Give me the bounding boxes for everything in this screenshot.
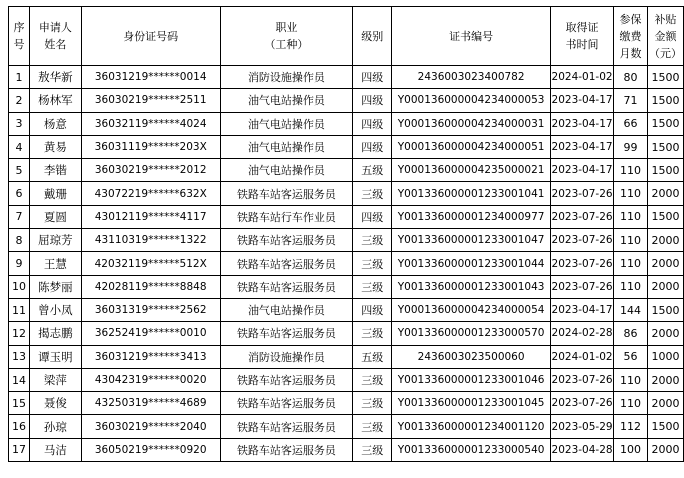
cell-certificate-number: Y000136000004234000053 bbox=[392, 89, 551, 112]
cell-level: 四级 bbox=[353, 135, 392, 158]
cell-level: 三级 bbox=[353, 275, 392, 298]
table-row bbox=[9, 135, 684, 158]
cell-certificate-date: 2023-07-26 bbox=[551, 368, 614, 391]
table-row bbox=[9, 322, 684, 345]
cell-certificate-number: 2436003023500060 bbox=[392, 345, 551, 368]
cell-id-number: 36031319******2562 bbox=[81, 298, 220, 321]
cell-occupation: 铁路车站客运服务员 bbox=[220, 438, 353, 461]
table-row bbox=[9, 392, 684, 415]
cell-certificate-number: Y000136000004234000051 bbox=[392, 135, 551, 158]
header-seq: 序 号 bbox=[9, 7, 30, 66]
cell-certificate-date: 2024-01-02 bbox=[551, 345, 614, 368]
cell-level: 四级 bbox=[353, 298, 392, 321]
cell-name: 马洁 bbox=[29, 438, 81, 461]
cell-level: 三级 bbox=[353, 322, 392, 345]
header-date: 取得证 书时间 bbox=[551, 7, 614, 66]
cell-id-number: 42032119******512X bbox=[81, 252, 220, 275]
cell-certificate-date: 2023-07-26 bbox=[551, 205, 614, 228]
cell-occupation: 油气电站操作员 bbox=[220, 298, 353, 321]
cell-subsidy-amount: 1500 bbox=[647, 89, 683, 112]
cell-certificate-number: Y001336000001233001047 bbox=[392, 229, 551, 252]
cell-subsidy-amount: 1500 bbox=[647, 112, 683, 135]
cell-insured-months: 80 bbox=[614, 66, 648, 89]
header-row bbox=[9, 7, 684, 66]
cell-name: 曾小凤 bbox=[29, 298, 81, 321]
header-cert: 证书编号 bbox=[392, 7, 551, 66]
cell-occupation: 铁路车站客运服务员 bbox=[220, 392, 353, 415]
cell-occupation: 消防设施操作员 bbox=[220, 66, 353, 89]
cell-occupation: 铁路车站客运服务员 bbox=[220, 368, 353, 391]
cell-occupation: 铁路车站行车作业员 bbox=[220, 205, 353, 228]
cell-certificate-date: 2023-07-26 bbox=[551, 275, 614, 298]
cell-level: 三级 bbox=[353, 368, 392, 391]
cell-id-number: 43072219******632X bbox=[81, 182, 220, 205]
cell-insured-months: 110 bbox=[614, 392, 648, 415]
cell-certificate-date: 2023-07-26 bbox=[551, 229, 614, 252]
cell-certificate-number: Y001336000001234000977 bbox=[392, 205, 551, 228]
cell-seq: 17 bbox=[9, 438, 30, 461]
header-id: 身份证号码 bbox=[81, 7, 220, 66]
cell-subsidy-amount: 1500 bbox=[647, 205, 683, 228]
cell-occupation: 油气电站操作员 bbox=[220, 159, 353, 182]
cell-insured-months: 110 bbox=[614, 229, 648, 252]
cell-certificate-number: Y000136000004234000054 bbox=[392, 298, 551, 321]
cell-certificate-number: Y001336000001233001045 bbox=[392, 392, 551, 415]
cell-name: 戴珊 bbox=[29, 182, 81, 205]
cell-name: 屈琼芳 bbox=[29, 229, 81, 252]
cell-certificate-number: 2436003023400782 bbox=[392, 66, 551, 89]
cell-occupation: 铁路车站客运服务员 bbox=[220, 322, 353, 345]
cell-level: 四级 bbox=[353, 112, 392, 135]
cell-certificate-number: Y001336000001233001046 bbox=[392, 368, 551, 391]
cell-seq: 10 bbox=[9, 275, 30, 298]
cell-certificate-number: Y000136000004235000021 bbox=[392, 159, 551, 182]
cell-level: 三级 bbox=[353, 182, 392, 205]
cell-seq: 16 bbox=[9, 415, 30, 438]
cell-certificate-date: 2023-04-17 bbox=[551, 159, 614, 182]
cell-insured-months: 110 bbox=[614, 275, 648, 298]
cell-subsidy-amount: 2000 bbox=[647, 438, 683, 461]
header-amount: 补贴 金额 （元） bbox=[647, 7, 683, 66]
cell-seq: 11 bbox=[9, 298, 30, 321]
cell-level: 四级 bbox=[353, 66, 392, 89]
cell-seq: 13 bbox=[9, 345, 30, 368]
cell-subsidy-amount: 2000 bbox=[647, 368, 683, 391]
cell-id-number: 42028119******8848 bbox=[81, 275, 220, 298]
table-row bbox=[9, 89, 684, 112]
cell-certificate-number: Y000136000004234000031 bbox=[392, 112, 551, 135]
cell-name: 聂俊 bbox=[29, 392, 81, 415]
cell-level: 三级 bbox=[353, 229, 392, 252]
cell-subsidy-amount: 1500 bbox=[647, 135, 683, 158]
cell-insured-months: 144 bbox=[614, 298, 648, 321]
cell-occupation: 油气电站操作员 bbox=[220, 89, 353, 112]
table-row bbox=[9, 112, 684, 135]
cell-name: 梁萍 bbox=[29, 368, 81, 391]
cell-subsidy-amount: 2000 bbox=[647, 182, 683, 205]
cell-name: 揭志鹏 bbox=[29, 322, 81, 345]
cell-level: 五级 bbox=[353, 345, 392, 368]
cell-subsidy-amount: 1000 bbox=[647, 345, 683, 368]
table-row bbox=[9, 182, 684, 205]
cell-certificate-date: 2023-07-26 bbox=[551, 252, 614, 275]
cell-insured-months: 100 bbox=[614, 438, 648, 461]
cell-id-number: 36031119******203X bbox=[81, 135, 220, 158]
cell-seq: 9 bbox=[9, 252, 30, 275]
cell-seq: 15 bbox=[9, 392, 30, 415]
table-row bbox=[9, 66, 684, 89]
cell-occupation: 铁路车站客运服务员 bbox=[220, 275, 353, 298]
table-row bbox=[9, 438, 684, 461]
cell-name: 李锴 bbox=[29, 159, 81, 182]
cell-name: 敖华新 bbox=[29, 66, 81, 89]
header-job: 职业 （工种） bbox=[220, 7, 353, 66]
cell-seq: 7 bbox=[9, 205, 30, 228]
table-row bbox=[9, 205, 684, 228]
cell-subsidy-amount: 1500 bbox=[647, 66, 683, 89]
cell-level: 四级 bbox=[353, 205, 392, 228]
cell-insured-months: 71 bbox=[614, 89, 648, 112]
table-row bbox=[9, 229, 684, 252]
cell-subsidy-amount: 1500 bbox=[647, 415, 683, 438]
cell-level: 三级 bbox=[353, 415, 392, 438]
cell-occupation: 铁路车站客运服务员 bbox=[220, 229, 353, 252]
cell-certificate-number: Y001336000001233000540 bbox=[392, 438, 551, 461]
cell-certificate-date: 2024-01-02 bbox=[551, 66, 614, 89]
table-row bbox=[9, 252, 684, 275]
cell-certificate-date: 2023-04-17 bbox=[551, 135, 614, 158]
cell-insured-months: 66 bbox=[614, 112, 648, 135]
header-months: 参保 缴费 月数 bbox=[614, 7, 648, 66]
cell-seq: 2 bbox=[9, 89, 30, 112]
cell-id-number: 43042319******0020 bbox=[81, 368, 220, 391]
cell-name: 孙琼 bbox=[29, 415, 81, 438]
cell-insured-months: 110 bbox=[614, 368, 648, 391]
cell-seq: 6 bbox=[9, 182, 30, 205]
cell-insured-months: 110 bbox=[614, 182, 648, 205]
cell-level: 三级 bbox=[353, 392, 392, 415]
cell-name: 夏圆 bbox=[29, 205, 81, 228]
header-level: 级别 bbox=[353, 7, 392, 66]
cell-id-number: 36032119******4024 bbox=[81, 112, 220, 135]
cell-id-number: 43250319******4689 bbox=[81, 392, 220, 415]
cell-subsidy-amount: 1500 bbox=[647, 298, 683, 321]
cell-name: 黄易 bbox=[29, 135, 81, 158]
cell-id-number: 36030219******2040 bbox=[81, 415, 220, 438]
cell-insured-months: 110 bbox=[614, 252, 648, 275]
cell-name: 杨林军 bbox=[29, 89, 81, 112]
cell-certificate-date: 2023-05-29 bbox=[551, 415, 614, 438]
cell-id-number: 36031219******3413 bbox=[81, 345, 220, 368]
cell-name: 谭玉明 bbox=[29, 345, 81, 368]
cell-certificate-number: Y001336000001233001044 bbox=[392, 252, 551, 275]
cell-seq: 4 bbox=[9, 135, 30, 158]
cell-certificate-date: 2023-04-17 bbox=[551, 112, 614, 135]
table-row bbox=[9, 415, 684, 438]
cell-id-number: 36030219******2012 bbox=[81, 159, 220, 182]
cell-insured-months: 86 bbox=[614, 322, 648, 345]
cell-name: 王慧 bbox=[29, 252, 81, 275]
cell-id-number: 43012119******4117 bbox=[81, 205, 220, 228]
cell-certificate-number: Y001336000001233000570 bbox=[392, 322, 551, 345]
cell-subsidy-amount: 2000 bbox=[647, 392, 683, 415]
cell-occupation: 铁路车站客运服务员 bbox=[220, 252, 353, 275]
cell-certificate-date: 2023-04-17 bbox=[551, 89, 614, 112]
cell-certificate-number: Y001336000001233001041 bbox=[392, 182, 551, 205]
cell-level: 三级 bbox=[353, 438, 392, 461]
cell-certificate-date: 2023-04-28 bbox=[551, 438, 614, 461]
cell-certificate-number: Y001336000001234001120 bbox=[392, 415, 551, 438]
cell-subsidy-amount: 2000 bbox=[647, 229, 683, 252]
cell-occupation: 油气电站操作员 bbox=[220, 135, 353, 158]
cell-certificate-date: 2024-02-28 bbox=[551, 322, 614, 345]
table-row bbox=[9, 345, 684, 368]
cell-certificate-number: Y001336000001233001043 bbox=[392, 275, 551, 298]
cell-name: 陈梦丽 bbox=[29, 275, 81, 298]
cell-certificate-date: 2023-07-26 bbox=[551, 392, 614, 415]
cell-occupation: 铁路车站客运服务员 bbox=[220, 182, 353, 205]
cell-seq: 5 bbox=[9, 159, 30, 182]
cell-insured-months: 110 bbox=[614, 159, 648, 182]
subsidy-table-container bbox=[8, 6, 684, 462]
table-row bbox=[9, 298, 684, 321]
cell-certificate-date: 2023-07-26 bbox=[551, 182, 614, 205]
cell-seq: 12 bbox=[9, 322, 30, 345]
cell-certificate-date: 2023-04-17 bbox=[551, 298, 614, 321]
cell-seq: 14 bbox=[9, 368, 30, 391]
cell-insured-months: 112 bbox=[614, 415, 648, 438]
cell-seq: 3 bbox=[9, 112, 30, 135]
cell-insured-months: 99 bbox=[614, 135, 648, 158]
cell-insured-months: 110 bbox=[614, 205, 648, 228]
table-row bbox=[9, 159, 684, 182]
table-row bbox=[9, 275, 684, 298]
cell-insured-months: 56 bbox=[614, 345, 648, 368]
cell-seq: 1 bbox=[9, 66, 30, 89]
cell-level: 五级 bbox=[353, 159, 392, 182]
cell-id-number: 36252419******0010 bbox=[81, 322, 220, 345]
cell-subsidy-amount: 1500 bbox=[647, 159, 683, 182]
subsidy-table bbox=[8, 6, 684, 462]
cell-occupation: 铁路车站客运服务员 bbox=[220, 415, 353, 438]
cell-occupation: 消防设施操作员 bbox=[220, 345, 353, 368]
cell-level: 四级 bbox=[353, 89, 392, 112]
cell-subsidy-amount: 2000 bbox=[647, 275, 683, 298]
cell-id-number: 43110319******1322 bbox=[81, 229, 220, 252]
cell-id-number: 36030219******2511 bbox=[81, 89, 220, 112]
cell-id-number: 36031219******0014 bbox=[81, 66, 220, 89]
cell-level: 三级 bbox=[353, 252, 392, 275]
table-row bbox=[9, 368, 684, 391]
cell-occupation: 油气电站操作员 bbox=[220, 112, 353, 135]
cell-subsidy-amount: 2000 bbox=[647, 252, 683, 275]
header-name: 申请人 姓名 bbox=[29, 7, 81, 66]
cell-subsidy-amount: 2000 bbox=[647, 322, 683, 345]
cell-seq: 8 bbox=[9, 229, 30, 252]
cell-name: 杨意 bbox=[29, 112, 81, 135]
cell-id-number: 36050219******0920 bbox=[81, 438, 220, 461]
